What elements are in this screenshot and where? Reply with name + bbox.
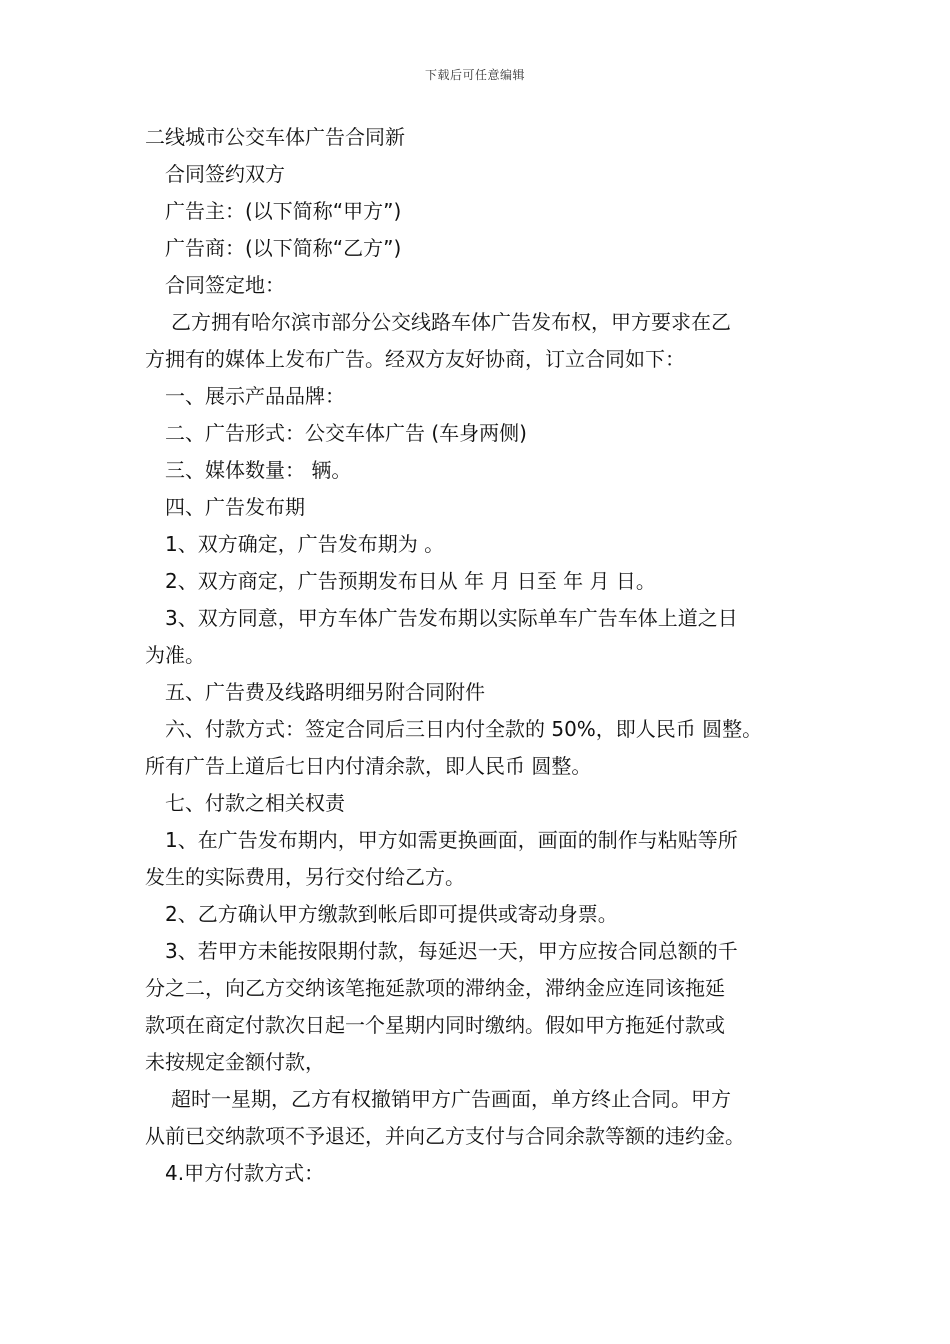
paragraph-line: 合同签定地： xyxy=(165,273,285,297)
paragraph-line: 未按规定金额付款， xyxy=(145,1050,325,1074)
paragraph-line: 四、广告发布期 xyxy=(165,495,305,519)
paragraph-line: 4.甲方付款方式： xyxy=(165,1161,325,1185)
paragraph-line: 款项在商定付款次日起一个星期内同时缴纳。假如甲方拖延付款或 xyxy=(145,1013,725,1037)
header-note: 下载后可任意编辑 xyxy=(424,68,525,82)
paragraph-line: 五、广告费及线路明细另附合同附件 xyxy=(165,680,485,704)
paragraph-line: 乙方拥有哈尔滨市部分公交线路车体广告发布权，甲方要求在乙 xyxy=(171,310,731,334)
paragraph-line: 所有广告上道后七日内付清余款，即人民币 圆整。 xyxy=(145,754,592,778)
paragraph-line: 一、展示产品品牌： xyxy=(165,384,345,408)
paragraph-line: 三、媒体数量： 辆。 xyxy=(165,458,352,482)
paragraph-line: 发生的实际费用，另行交付给乙方。 xyxy=(145,865,465,889)
contract-body xyxy=(145,119,825,1192)
paragraph-line: 七、付款之相关权责 xyxy=(165,791,345,815)
paragraph-line: 3、双方同意，甲方车体广告发布期以实际单车广告车体上道之日 xyxy=(165,606,738,630)
paragraph-line: 六、付款方式：签定合同后三日内付全款的 50%，即人民币 圆整。 xyxy=(165,717,763,741)
paragraph-line: 2、双方商定，广告预期发布日从 年 月 日至 年 月 日。 xyxy=(165,569,656,593)
paragraph-line: 3、若甲方未能按限期付款，每延迟一天，甲方应按合同总额的千 xyxy=(165,939,738,963)
document-title: 二线城市公交车体广告合同新 xyxy=(145,125,405,149)
paragraph-line: 广告商：(以下简称“乙方”) xyxy=(165,236,402,260)
paragraph-line: 为准。 xyxy=(145,643,205,667)
paragraph-line: 超时一星期，乙方有权撤销甲方广告画面，单方终止合同。甲方 xyxy=(171,1087,731,1111)
paragraph-line: 2、乙方确认甲方缴款到帐后即可提供或寄动身票。 xyxy=(165,902,618,926)
paragraph-line: 分之二，向乙方交纳该笔拖延款项的滞纳金，滞纳金应连同该拖延 xyxy=(145,976,725,1000)
paragraph-line: 从前已交纳款项不予退还，并向乙方支付与合同余款等额的违约金。 xyxy=(145,1124,745,1148)
paragraph-line: 广告主：(以下简称“甲方”) xyxy=(165,199,402,223)
paragraph-line: 1、双方确定，广告发布期为 。 xyxy=(165,532,445,556)
paragraph-line: 二、广告形式：公交车体广告 (车身两侧) xyxy=(165,421,527,445)
paragraph-line: 合同签约双方 xyxy=(165,162,285,186)
paragraph-line: 方拥有的媒体上发布广告。经双方友好协商，订立合同如下： xyxy=(145,347,685,371)
paragraph-line: 1、在广告发布期内，甲方如需更换画面，画面的制作与粘贴等所 xyxy=(165,828,738,852)
